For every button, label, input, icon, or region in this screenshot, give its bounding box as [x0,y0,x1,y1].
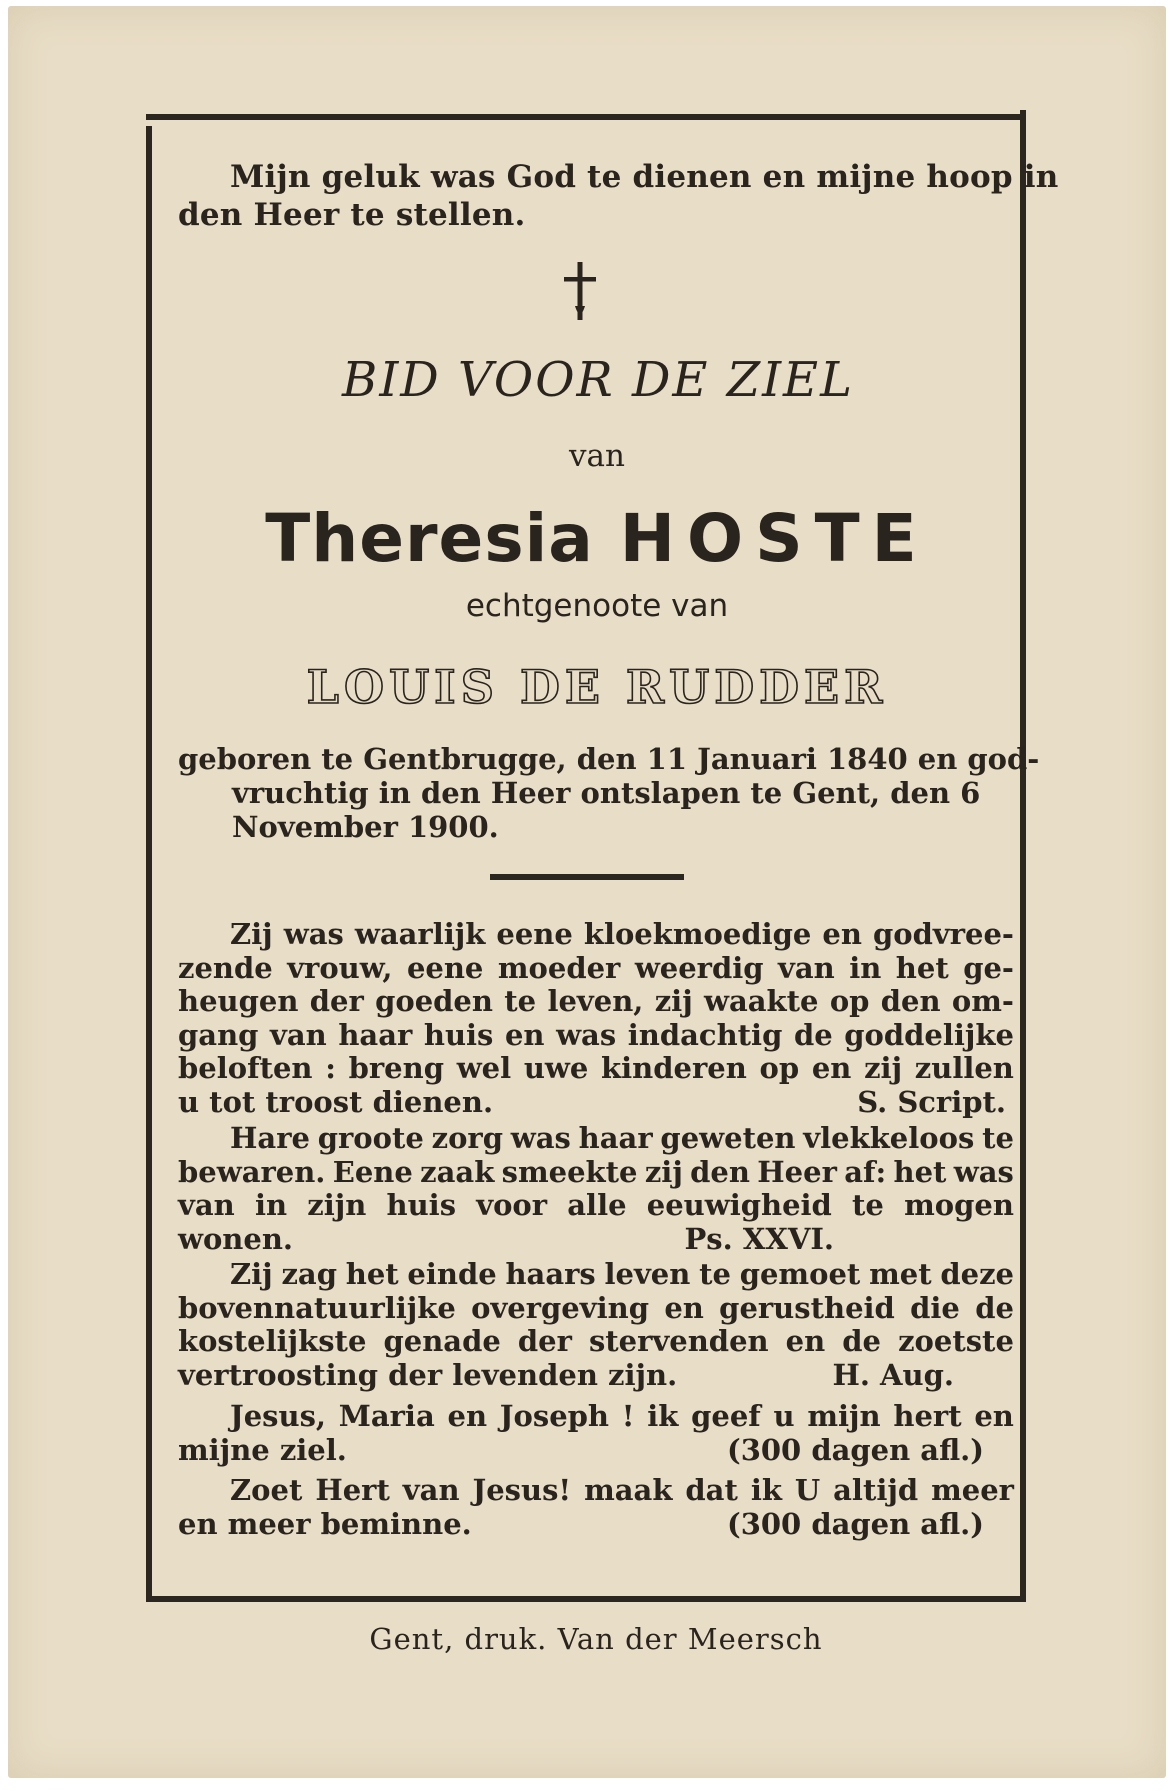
indulgence-note: (300 dagen afl.) [726,1506,984,1541]
word: Joseph [499,1399,609,1433]
word: de [975,1290,1014,1325]
word: Zij [230,917,273,951]
of-label: van [569,438,625,474]
frame-top-rule [146,114,1026,120]
word: en [504,1017,545,1052]
word: te [504,984,537,1018]
word: kloekmoedige [583,917,812,951]
word: Jesus, [230,1399,327,1433]
paragraph-line-text: en meer beminne. [178,1506,472,1541]
motto-line-1: Mijn geluk was God te dienen en mijne hoop in [230,159,1059,195]
birth-death-notice [178,742,1039,844]
word: was [283,917,344,951]
word: smeekte [501,1154,638,1189]
paragraph-line-text: mijne ziel. [178,1432,347,1467]
word: zag [281,1257,337,1291]
word: einde [407,1257,497,1291]
word: leven, [547,984,644,1018]
paragraph-line [178,1189,1014,1223]
word: godvree- [873,917,1014,951]
word: moeder [497,950,621,985]
word: alle [567,1188,627,1222]
paragraph-3 [178,1258,1014,1392]
word: in [254,1188,288,1222]
word: weerdig [634,950,764,985]
word: Jesus! [472,1473,572,1507]
word: u [773,1399,795,1433]
word: geef [691,1399,761,1433]
word: voor [476,1188,548,1222]
word: zij [654,984,693,1018]
word: te [852,1188,884,1222]
word: gang [178,1017,259,1052]
word: genade [383,1324,501,1358]
word: op [829,984,870,1018]
word: vrouw, [287,950,393,985]
word: eeuwigheid [646,1188,832,1222]
word: zaak [420,1154,495,1189]
word: en [811,1051,852,1085]
motto-line-2: den Heer te stellen. [178,197,526,233]
word: met [869,1257,932,1291]
word: was [556,1017,617,1052]
word: der [309,984,364,1018]
word: ge- [963,950,1014,985]
word: indachtig [627,1017,783,1052]
prayer-2 [178,1474,1014,1541]
word: eene [406,950,484,985]
word: beloften [178,1051,313,1085]
divider-rule [490,874,684,880]
word: op [759,1051,800,1085]
word: ik [750,1473,782,1507]
word: huis [386,1188,457,1222]
word: Eene [332,1154,413,1189]
pray-for-soul-heading: BID VOOR DE ZIEL [342,352,854,408]
motto [178,158,1058,234]
word: waarlijk [354,917,486,951]
paragraph-line [178,1325,1014,1359]
word: breng [348,1051,444,1085]
paragraph-line [178,1156,1014,1190]
word: zullen [914,1051,1014,1085]
paragraph-line [178,1258,1014,1292]
paragraph-2 [178,1122,1014,1256]
deceased-first-name: Theresia [265,500,594,577]
word: Zij [230,1257,273,1291]
word: was [953,1154,1014,1189]
paragraph-line [178,985,1014,1019]
word: het [895,950,949,985]
word: en [974,1399,1014,1433]
word: altijd [833,1473,919,1507]
word: groote [317,1121,424,1155]
printer-imprint: Gent, druk. Van der Meersch [369,1622,823,1656]
word: meer [931,1473,1014,1507]
word: kinderen [601,1051,747,1085]
word: het [893,1154,947,1189]
word: te [982,1121,1014,1155]
word: mogen [904,1188,1014,1222]
word: eene [496,917,573,951]
word: en [785,1324,826,1358]
word: het [345,1257,399,1291]
word: den [880,984,941,1018]
word: bovennatuurlijke [178,1290,456,1325]
husband-name: LOUIS DE RUDDER [306,660,888,714]
prayer-1 [178,1400,1014,1467]
word: den [690,1154,750,1189]
paragraph-line [178,1019,1014,1053]
source-citation: Ps. XXVI. [684,1221,834,1256]
word: goeden [375,984,493,1018]
word: die [910,1290,960,1325]
word: zijn [307,1188,367,1222]
word: geweten [660,1121,796,1155]
paragraph-line [178,1122,1014,1156]
deceased-name [0,500,1172,577]
word: haars [505,1257,596,1291]
word: overgeving [471,1290,649,1325]
paragraph-line-text: wonen. [178,1221,294,1256]
paragraph-line [178,952,1014,986]
word: haar [578,1121,653,1155]
word: U [794,1473,821,1507]
word: Hare [230,1121,310,1155]
word: haar [338,1017,413,1052]
word: gemoet [739,1257,861,1291]
word: gerustheid [719,1290,895,1325]
word: ! [621,1399,635,1433]
word: bewaren. [178,1154,326,1189]
word: Maria [338,1399,435,1433]
paragraph-line [178,1052,1014,1086]
paragraph-last-line [178,1434,1014,1468]
word: zorg [431,1121,503,1155]
word: uwe [523,1051,589,1085]
paragraph-last-line [178,1086,1014,1120]
word: zoetste [898,1324,1014,1358]
spouse-of-label: echtgenoote van [465,588,729,624]
frame-left-rule [146,126,152,1598]
word: waakte [704,984,819,1018]
word: huis [423,1017,494,1052]
word: : [325,1051,336,1085]
word: Heer [757,1154,837,1189]
paragraph-line [178,918,1014,952]
word: af: [844,1154,887,1189]
word: Hert [315,1473,390,1507]
paragraph-line-text: vertroosting der levenden zijn. [178,1357,678,1392]
birth-line-2: vruchtig in den Heer ontslapen te Gent, den 6 [232,776,981,810]
word: in [849,950,882,985]
paragraph-last-line [178,1223,1014,1257]
word: wel [456,1051,512,1085]
indulgence-note: (300 dagen afl.) [726,1432,984,1467]
word: van [178,1188,235,1222]
paragraph-last-line [178,1508,1014,1542]
source-citation: H. Aug. [832,1357,954,1392]
word: hert [893,1399,962,1433]
word: dat [685,1473,738,1507]
word: stervenden [588,1324,769,1358]
word: goddelijke [844,1017,1014,1052]
paragraph-line [178,1292,1014,1326]
paragraph-1 [178,918,1014,1119]
paragraph-line [178,1400,1014,1434]
paragraph-line-text: u tot troost dienen. [178,1084,494,1119]
word: maak [584,1473,673,1507]
paragraph-line [178,1474,1014,1508]
word: mijn [807,1399,881,1433]
birth-line-1: geboren te Gentbrugge, den 11 Januari 1840 en god- [178,742,1040,776]
word: der [517,1324,572,1358]
word: om- [951,984,1014,1018]
word: van [270,1017,327,1052]
frame-right-rule [1020,110,1026,1596]
source-citation: S. Script. [857,1084,1006,1119]
word: en [822,917,862,951]
word: deze [940,1257,1014,1291]
word: kostelijkste [178,1324,367,1358]
word: leven [604,1257,691,1291]
word: zij [864,1051,903,1085]
word: ik [647,1399,679,1433]
word: de [842,1324,882,1358]
word: en [447,1399,488,1433]
word: de [793,1017,833,1052]
word: vlekkeloos [803,1121,975,1155]
cross-icon [564,262,596,322]
paragraph-last-line [178,1359,1014,1393]
word: te [699,1257,731,1291]
word: was [510,1121,571,1155]
word: zende [178,950,273,985]
word: en [664,1290,704,1325]
word: van [778,950,835,985]
frame-bottom-rule [146,1596,1026,1602]
word: heugen [178,984,299,1018]
word: Zoet [230,1473,303,1507]
word: zij [644,1154,683,1189]
birth-line-3: November 1900. [232,810,499,844]
deceased-surname: HOSTE [619,500,929,577]
word: van [402,1473,460,1507]
